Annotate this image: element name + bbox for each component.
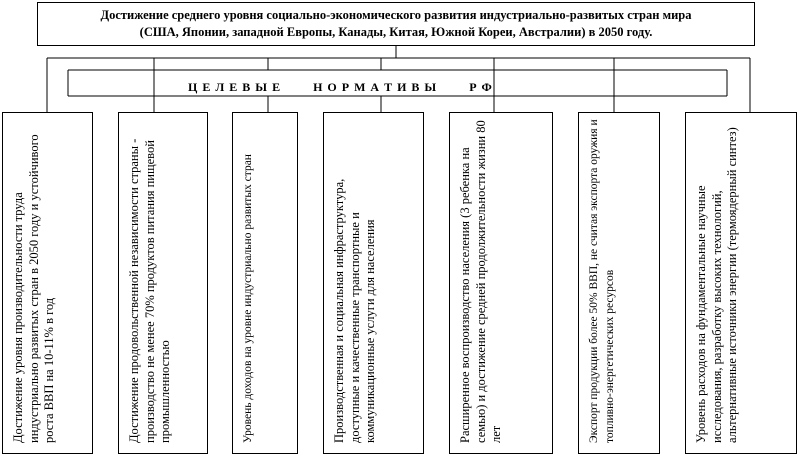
norm-box-food-independence	[118, 112, 208, 454]
norm-box-research	[685, 112, 797, 454]
norm-box-text: Производственная и социальная инфраструктура, доступные и качественные транспортные и коммуникационные услуги для населения	[332, 178, 377, 443]
goal-header-line-2: (США, Японии, западной Европы, Канады, Китая, Южной Кореи, Австралии) в 2050 году.	[139, 25, 653, 39]
norm-box-text: Уровень доходов на уровне индустриально развитых стран	[242, 154, 254, 443]
norm-box-text: Достижение уровня производительности труда индустриально развитых стран в 2050 году и устойчивого роста ВВП на 10-11% в год	[11, 134, 56, 443]
norm-box-text: Уровень расходов на фундаментальные научные исследования, разработку высоких технологий, альтернативные источники энергии (термоядерный синтез)	[694, 127, 739, 443]
target-norms-banner	[188, 80, 493, 95]
norm-box-population	[449, 112, 553, 454]
banner-word-3: Р Ф	[469, 80, 493, 94]
norm-box-text: Экспорт продукции более 50% ВВП, не считая экспорта оружия и топливно-энергетических ресурсов	[588, 119, 616, 443]
banner-word-2: Н О Р М А Т И В Ы	[313, 80, 438, 94]
norm-box-infrastructure	[323, 112, 424, 454]
norm-box-text: Расширенное воспроизводство населения (3 ребенка на семью) и достижение средней продолжительности жизни 80 лет	[458, 120, 503, 443]
goal-header-line-1: Достижение среднего уровня социально-экономического развития индустриально-развитых стран мира	[100, 8, 692, 22]
norm-box-export	[578, 112, 660, 454]
banner-word-1: Ц Е Л Е В Ы Е	[188, 80, 282, 94]
norm-box-text: Достижение продовольственной независимости страны - производство не менее 70% продуктов питания пищевой промышленностью	[127, 138, 172, 443]
norm-box-productivity	[2, 112, 93, 454]
norm-box-income	[232, 112, 298, 454]
